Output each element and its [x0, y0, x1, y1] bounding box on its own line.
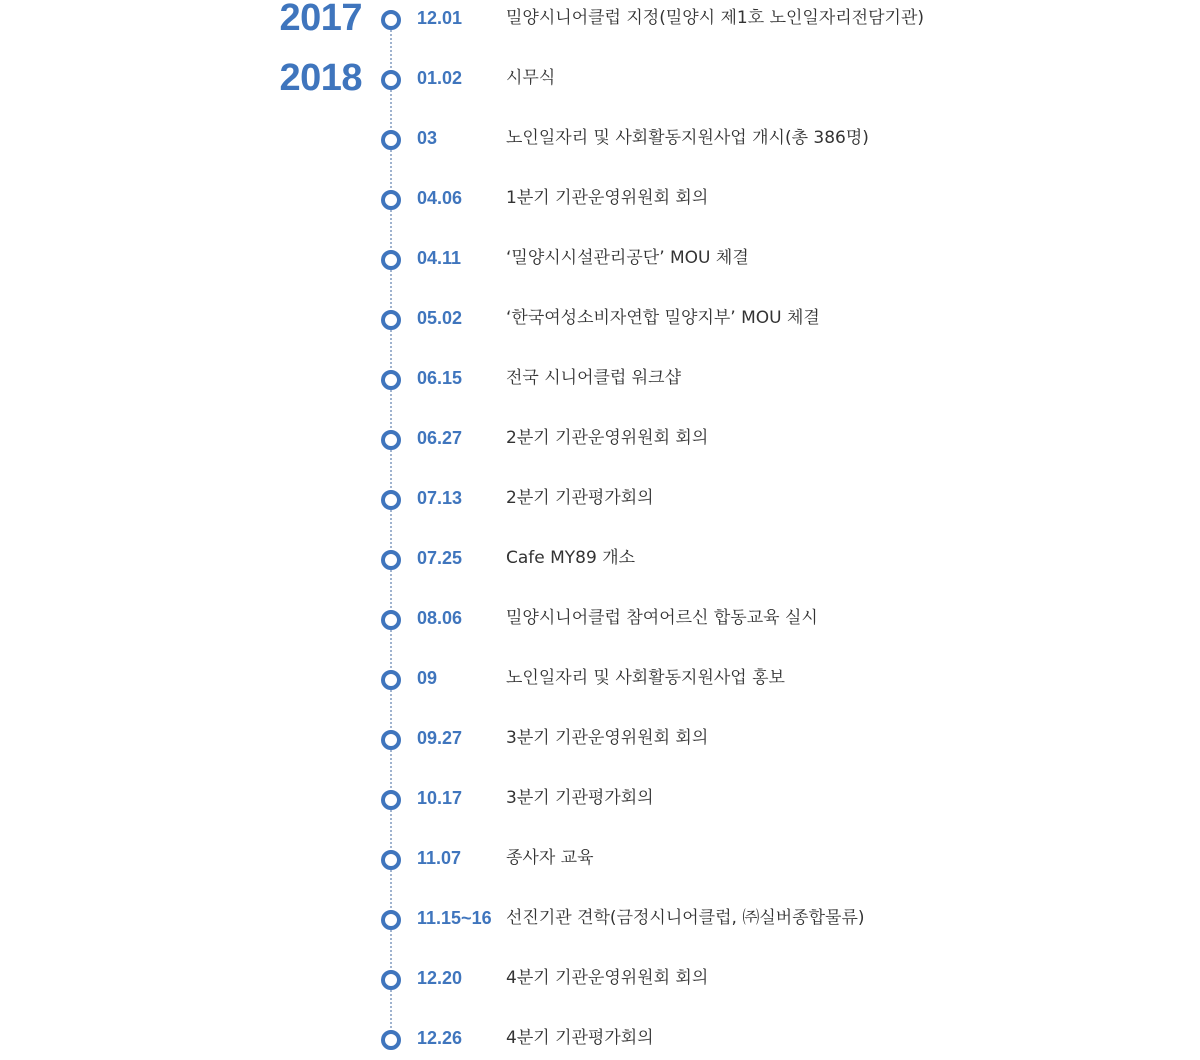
timeline-row	[0, 360, 1200, 400]
event-date: 07.13	[417, 488, 463, 508]
timeline-row	[0, 180, 1200, 220]
event-date: 12.01	[417, 8, 463, 28]
event-date: 09.27	[417, 728, 463, 748]
timeline-dot-icon	[381, 730, 401, 750]
event-date: 04.11	[417, 248, 462, 268]
timeline-row	[0, 120, 1200, 160]
event-text: Cafe MY89 개소	[506, 548, 636, 568]
timeline-row	[0, 600, 1200, 640]
event-text: 전국 시니어클럽 워크샵	[506, 368, 682, 388]
event-text: 종사자 교육	[506, 848, 594, 868]
timeline-dot-icon	[381, 130, 401, 150]
event-date: 10.17	[417, 788, 463, 808]
event-date: 07.25	[417, 548, 463, 568]
event-date: 11.07	[417, 848, 462, 868]
timeline-row	[0, 780, 1200, 820]
timeline-row	[0, 960, 1200, 1000]
event-text: 밀양시니어클럽 참여어르신 합동교육 실시	[506, 608, 818, 628]
timeline-dot-icon	[381, 910, 401, 930]
event-text: 선진기관 견학(금정시니어클럽, ㈜실버종합물류)	[506, 908, 865, 928]
event-text: 1분기 기관운영위원회 회의	[506, 188, 709, 208]
event-date: 04.06	[417, 188, 463, 208]
event-date: 08.06	[417, 608, 463, 628]
timeline-dot-icon	[381, 490, 401, 510]
event-date: 12.26	[417, 1028, 463, 1048]
timeline-dot-icon	[381, 790, 401, 810]
timeline-dot-icon	[381, 370, 401, 390]
event-date: 05.02	[417, 308, 463, 328]
event-date: 03	[417, 128, 438, 148]
event-text: 3분기 기관평가회의	[506, 788, 654, 808]
timeline-row	[0, 240, 1200, 280]
event-text: 4분기 기관운영위원회 회의	[506, 968, 709, 988]
timeline-dot-icon	[381, 10, 401, 30]
event-text: 시무식	[506, 68, 556, 88]
event-date: 06.15	[417, 368, 463, 388]
timeline-row	[0, 660, 1200, 700]
event-text: 2분기 기관운영위원회 회의	[506, 428, 709, 448]
timeline-dot-icon	[381, 1030, 401, 1050]
timeline-row	[0, 420, 1200, 460]
timeline-dot-icon	[381, 70, 401, 90]
timeline-dot-icon	[381, 430, 401, 450]
timeline-dot-icon	[381, 670, 401, 690]
timeline-dotted-line	[390, 18, 392, 1040]
event-date: 11.15~16	[417, 908, 492, 928]
event-date: 06.27	[417, 428, 463, 448]
timeline-dot-icon	[381, 850, 401, 870]
timeline-row	[0, 720, 1200, 760]
timeline-row	[0, 0, 1200, 40]
timeline-dot-icon	[381, 550, 401, 570]
event-date: 01.02	[417, 68, 463, 88]
event-text: 3분기 기관운영위원회 회의	[506, 728, 709, 748]
timeline-dot-icon	[381, 190, 401, 210]
timeline-dot-icon	[381, 310, 401, 330]
event-text: 2분기 기관평가회의	[506, 488, 654, 508]
timeline-row	[0, 900, 1200, 940]
year-label: 2018	[279, 57, 362, 99]
event-text: 4분기 기관평가회의	[506, 1028, 654, 1048]
event-text: ‘한국여성소비자연합 밀양지부’ MOU 체결	[506, 308, 820, 328]
timeline-row	[0, 480, 1200, 520]
timeline-row	[0, 540, 1200, 580]
timeline-row	[0, 57, 1200, 100]
timeline-dot-icon	[381, 610, 401, 630]
event-text: 노인일자리 및 사회활동지원사업 개시(총 386명)	[506, 128, 869, 148]
timeline-row	[0, 840, 1200, 880]
event-text: 밀양시니어클럽 지정(밀양시 제1호 노인일자리전담기관)	[506, 8, 924, 28]
event-date: 12.20	[417, 968, 463, 988]
timeline-row	[0, 1020, 1200, 1060]
event-date: 09	[417, 668, 438, 688]
event-text: ‘밀양시시설관리공단’ MOU 체결	[506, 248, 749, 268]
timeline-dot-icon	[381, 970, 401, 990]
year-label: 2017	[279, 0, 362, 39]
timeline-row	[0, 300, 1200, 340]
event-text: 노인일자리 및 사회활동지원사업 홍보	[506, 668, 785, 688]
timeline-dot-icon	[381, 250, 401, 270]
